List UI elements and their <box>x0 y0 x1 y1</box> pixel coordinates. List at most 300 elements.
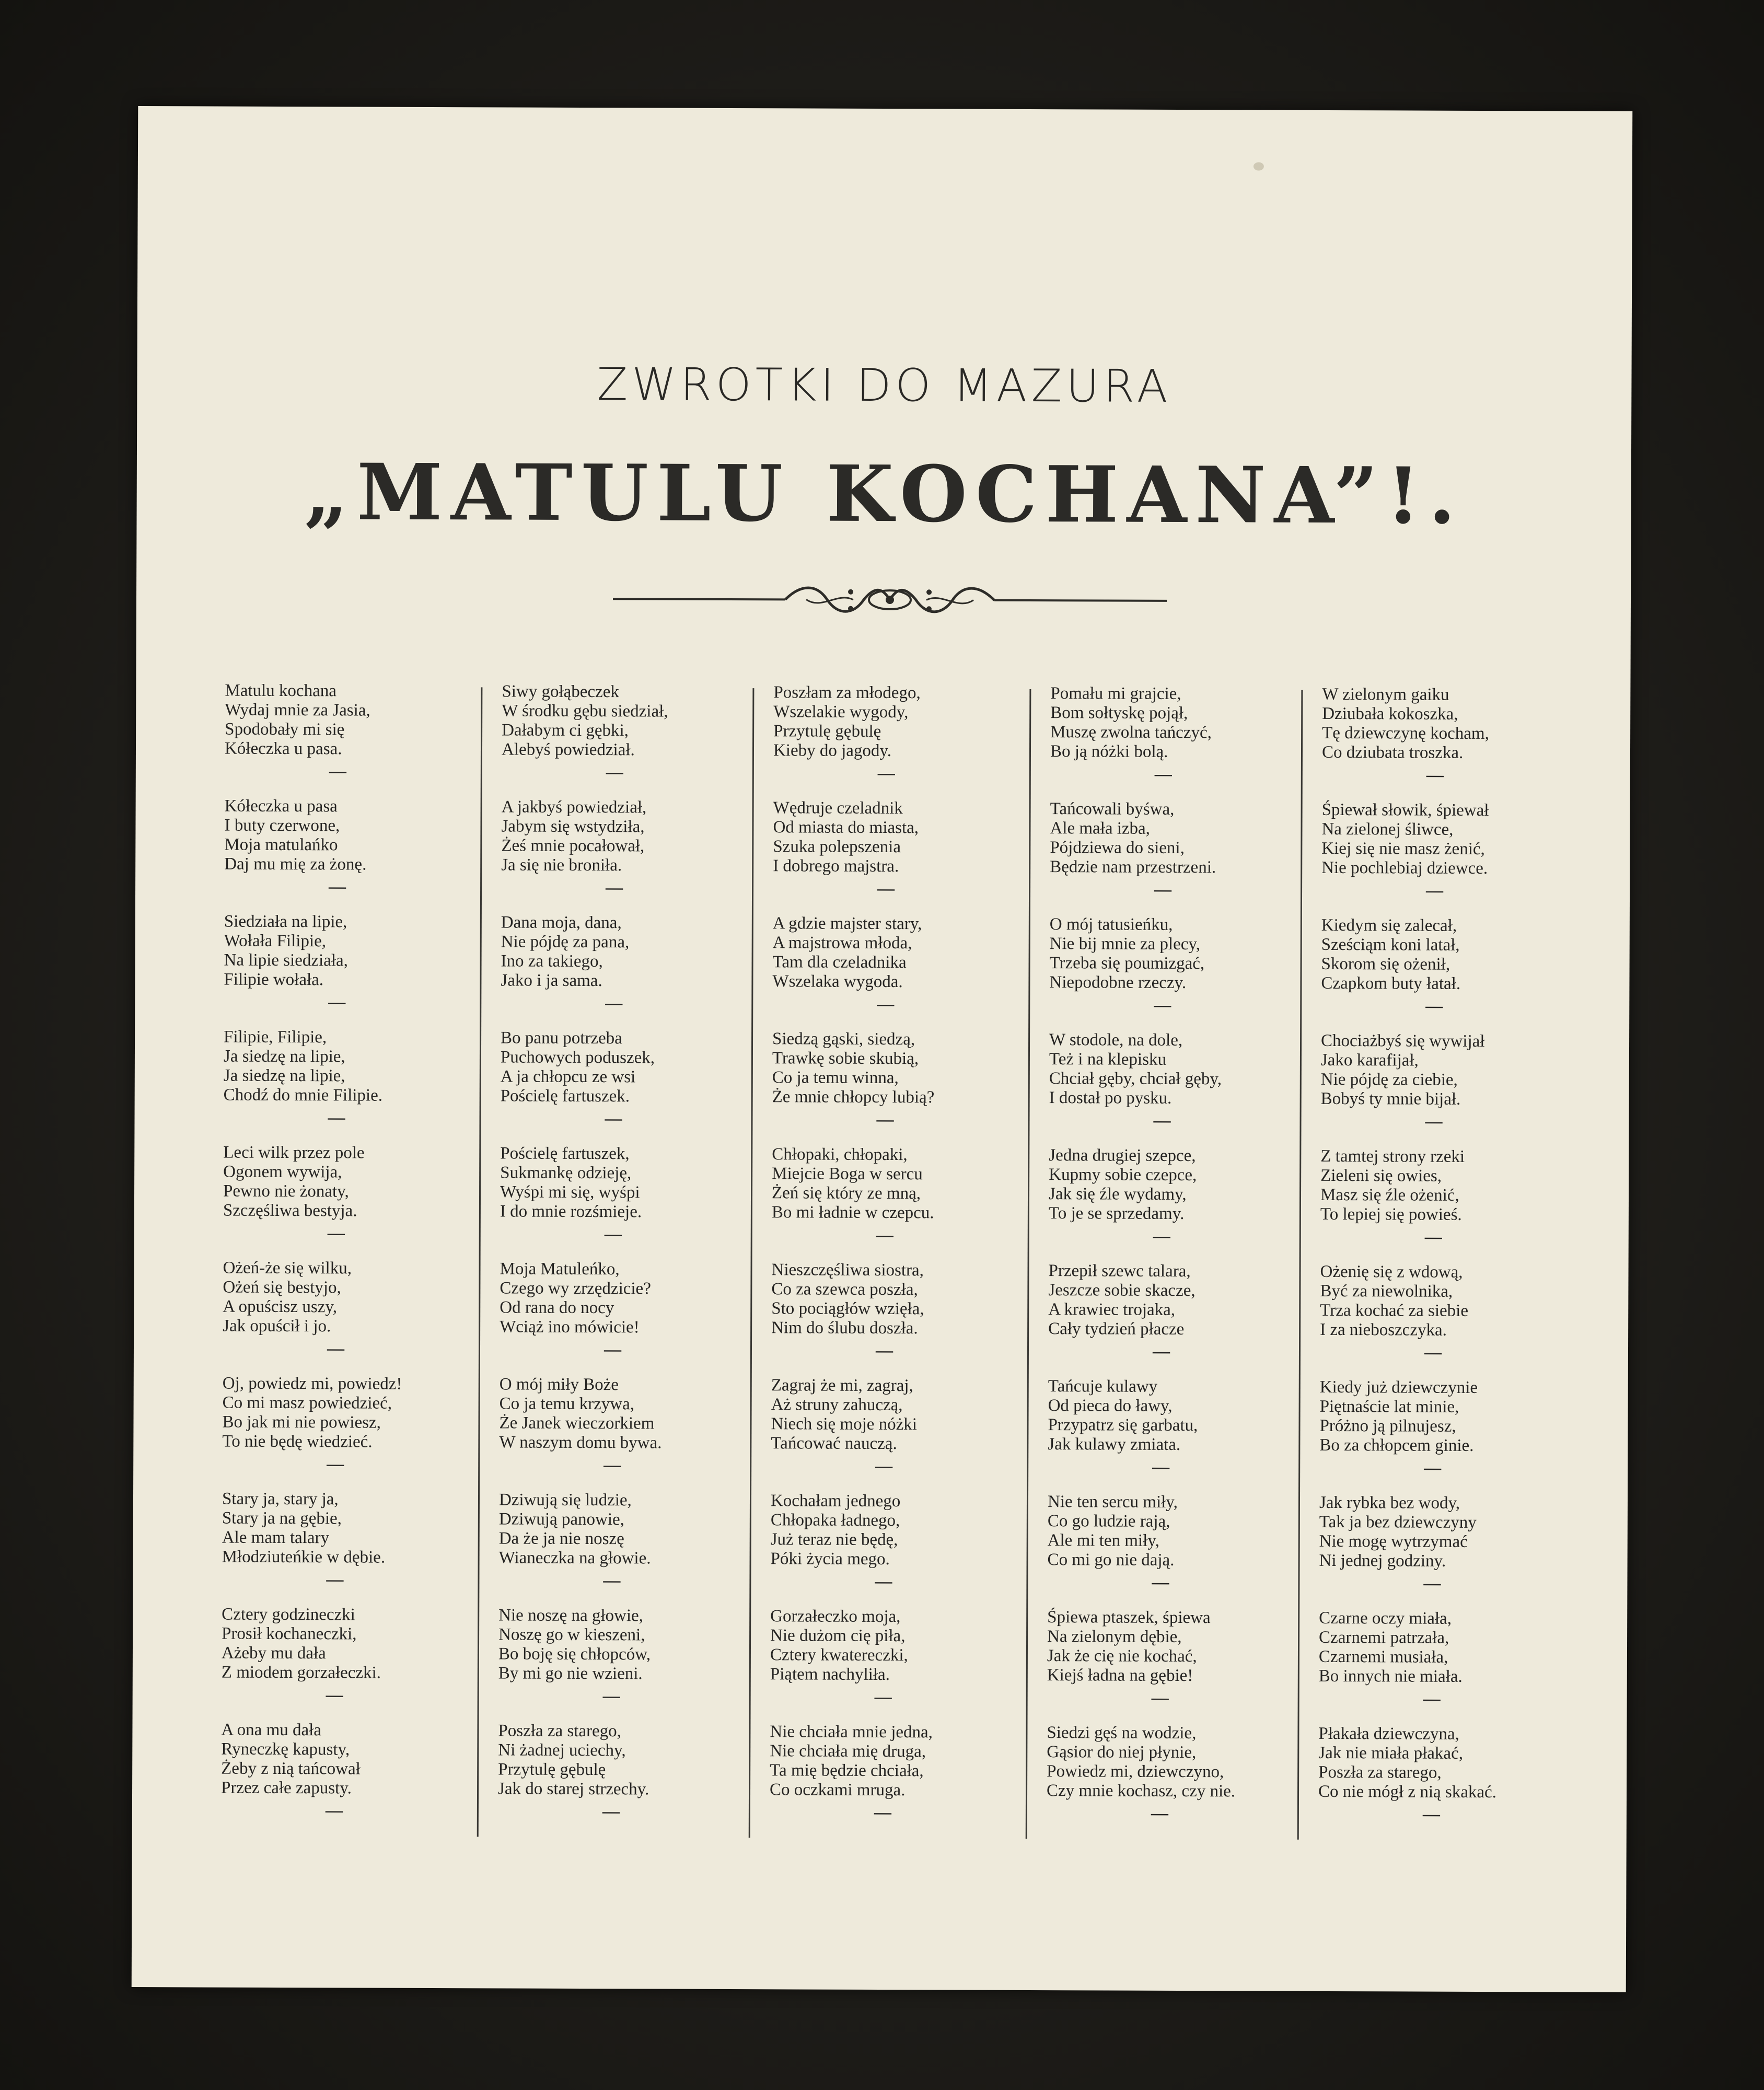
verse-line: Tę dziewczynę kocham, <box>1322 723 1489 744</box>
stanza-separator: — <box>875 1341 893 1361</box>
stanza <box>1049 1030 1311 1109</box>
verse-line: Ożenię się z wdową, <box>1320 1262 1463 1282</box>
verse-line: Bo jak mi nie powiesz, <box>222 1412 381 1432</box>
verse-line: Co oczkami mruga. <box>769 1780 906 1800</box>
stanza-separator: — <box>1423 1574 1441 1593</box>
verse-line: Chłopaki, chłopaki, <box>772 1145 908 1165</box>
stanza-separator: — <box>1151 1804 1168 1823</box>
stanza <box>771 1376 1032 1454</box>
verse-line: Alebyś powiedział. <box>501 740 635 760</box>
verse-line: I dobrego majstra. <box>773 856 899 876</box>
verse-line: Chodź do mnie Filipie. <box>223 1085 383 1105</box>
verse-line: Pościelę fartuszek, <box>500 1144 630 1164</box>
stanza <box>500 1144 762 1222</box>
verse-line: Co go ludzie rają, <box>1047 1512 1170 1531</box>
stanza-separator: — <box>326 1570 344 1589</box>
verse-line: Wyśpi mi się, wyśpi <box>500 1182 640 1202</box>
verse-line: Od miasta do miasta, <box>773 818 919 838</box>
verse-line: Być za niewolnika, <box>1320 1281 1453 1301</box>
stanza <box>773 798 1035 877</box>
verse-line: Tak ja bez dziewczyny <box>1319 1512 1477 1532</box>
stanza-separator: — <box>1424 1227 1442 1247</box>
stanza <box>1321 1031 1583 1110</box>
stanza <box>498 1606 760 1684</box>
verse-line: Czapkom buty łatał. <box>1321 973 1461 993</box>
verse-line: Poszła za starego, <box>1318 1762 1442 1782</box>
verse-line: Jedna drugiej szepce, <box>1049 1146 1196 1166</box>
verse-column <box>1318 685 1584 1841</box>
verse-line: A majstrowa młoda, <box>772 933 912 953</box>
stanza-separator: — <box>1424 1343 1442 1362</box>
verse-line: Siwy gołąbeczek <box>502 682 619 702</box>
verse-line: Siedzą gąski, siedzą, <box>772 1029 915 1049</box>
stanza-separator: — <box>1424 1458 1442 1478</box>
stanza <box>224 797 486 875</box>
verse-line: Bo ją nóżki bolą. <box>1050 742 1168 761</box>
stanza <box>223 1143 485 1222</box>
verse-line: Czego wy zrzędzicie? <box>500 1279 651 1298</box>
verse-line: Tańcować nauczą. <box>771 1434 897 1454</box>
verse-line: Ni żadnej uciechy, <box>498 1740 626 1760</box>
stanza-separator: — <box>325 1801 343 1820</box>
verse-line: Matulu kochana <box>225 681 336 701</box>
verse-line: Już teraz nie będę, <box>770 1530 898 1550</box>
verse-line: Przepił szewc talara, <box>1048 1261 1191 1281</box>
verse-line: Jako i ja sama. <box>501 971 602 991</box>
verse-line: Tańcuje kulawy <box>1048 1377 1158 1396</box>
verse-line: Tańcowali byśwa, <box>1050 799 1175 819</box>
stanza-separator: — <box>1154 764 1172 784</box>
stanza-separator: — <box>1425 996 1443 1016</box>
paper-stain <box>1254 162 1264 170</box>
verse-line: I do mnie rozśmieje. <box>500 1202 642 1222</box>
stanza <box>1048 1377 1309 1455</box>
stanza <box>224 1028 485 1106</box>
subtitle: ZWROTKI DO MAZURA <box>597 358 1172 413</box>
stanza <box>771 1491 1032 1570</box>
verse-line: Z tamtej strony rzeki <box>1320 1146 1465 1166</box>
verse-line: Ale mała izba, <box>1050 819 1151 838</box>
stanza-separator: — <box>1154 995 1171 1015</box>
verse-line: Ino za takiego, <box>501 951 603 971</box>
page-title: „MATULU KOCHANA”!. <box>304 446 1464 541</box>
stanza-separator: — <box>1151 1688 1169 1708</box>
verse-line: Jak do starej strzechy. <box>497 1779 649 1799</box>
verse-line: Skorom się ożenił, <box>1321 954 1450 974</box>
verse-line: Nie pójdę za pana, <box>501 932 630 952</box>
verse-line: A ona mu dała <box>221 1720 322 1740</box>
verse-line: Niech się moje nóżki <box>771 1414 918 1434</box>
verse-line: A krawiec trojaka, <box>1048 1300 1176 1319</box>
stanza-separator: — <box>602 1687 620 1706</box>
verse-line: W środku gębu siedział, <box>502 701 668 721</box>
verse-line: Młodziuteńkie w dębie. <box>222 1547 386 1567</box>
verse-column <box>1047 684 1312 1840</box>
stanza <box>498 1721 760 1799</box>
stanza <box>502 682 763 760</box>
verse-line: Da że ja nie noszę <box>498 1529 624 1549</box>
stanza-separator: — <box>1426 765 1444 785</box>
verse-line: Żeby z nią tańcował <box>221 1759 361 1779</box>
stanza-separator: — <box>605 1109 622 1129</box>
verse-line: O mój miły Boże <box>499 1375 619 1395</box>
stanza-separator: — <box>605 994 623 1013</box>
stanza <box>1047 1723 1308 1802</box>
verse-line: Gorzałeczko moja, <box>770 1607 901 1627</box>
verse-line: I za nieboszczyka. <box>1320 1320 1447 1340</box>
stanza-separator: — <box>327 1339 345 1358</box>
verse-line: Czarnemi patrzała, <box>1319 1628 1449 1647</box>
verse-line: Kółeczka u pasa <box>224 796 338 816</box>
stanza-separator: — <box>327 1455 344 1474</box>
stanza <box>1320 1147 1582 1225</box>
stanza <box>1319 1609 1581 1687</box>
stanza-separator: — <box>877 879 895 899</box>
verse-line: Ogonem wywija, <box>223 1162 342 1182</box>
verse-line: Nie pójdę za ciebie, <box>1320 1070 1458 1089</box>
verse-line: Ja się nie broniła. <box>501 855 622 875</box>
verse-line: Co ja temu winna, <box>772 1068 899 1088</box>
verse-line: Moja Matuleńko, <box>500 1259 620 1279</box>
verse-line: Przypatrz się garbatu, <box>1048 1415 1198 1435</box>
verse-line: A jakbyś powiedział, <box>501 797 647 817</box>
verse-line: Chciał gęby, chciał gęby, <box>1049 1069 1222 1089</box>
verse-line: Wszelaka wygoda. <box>772 972 903 992</box>
verse-column <box>498 682 763 1838</box>
stanza <box>501 797 763 876</box>
verse-line: Co nie mógł z nią skakać. <box>1318 1782 1497 1802</box>
stanza <box>1050 684 1312 762</box>
stanza-separator: — <box>329 762 346 781</box>
verse-line: Jak rybka bez wody, <box>1319 1493 1460 1513</box>
verse-line: Wydaj mnie za Jasia, <box>225 700 370 720</box>
stanza <box>221 1721 483 1799</box>
stanza <box>499 1375 761 1453</box>
verse-line: Ja siedzę na lipie, <box>223 1047 345 1066</box>
verse-line: Siedziała na lipie, <box>224 912 347 932</box>
verse-line: Ryneczkę kapusty, <box>221 1739 350 1759</box>
verse-line: Przytulę gębulę <box>773 722 881 741</box>
stanza <box>1047 1608 1309 1686</box>
verse-line: Chłopaka ładnego, <box>770 1511 900 1530</box>
verse-line: Szczęśliwa bestyja. <box>223 1201 357 1221</box>
verse-line: Piątem nachyliła. <box>770 1665 890 1685</box>
verse-line: W naszym domu bywa. <box>499 1433 662 1453</box>
stanza <box>499 1490 761 1569</box>
verse-line: Jak się źle wydamy, <box>1048 1185 1187 1204</box>
stanza <box>772 1029 1034 1108</box>
verse-line: Sukmankę odzieję, <box>500 1163 632 1183</box>
stanza <box>770 1722 1031 1801</box>
stanza <box>222 1374 484 1453</box>
verse-line: Filipie, Filipie, <box>224 1027 327 1047</box>
verse-line: Na zielonej śliwce, <box>1321 819 1454 839</box>
verse-line: Wędruje czeladnik <box>773 798 903 818</box>
stanza-separator: — <box>1152 1457 1170 1477</box>
verse-line: Z miodem gorzałeczki. <box>221 1663 381 1682</box>
verse-line: Co za szewca poszła, <box>771 1280 918 1299</box>
verse-line: Tam dla czeladnika <box>772 953 907 972</box>
verse-line: Kiejś ładna na gębie! <box>1047 1666 1193 1686</box>
verse-line: Ale mam talary <box>222 1528 330 1548</box>
verse-line: Puchowych poduszek, <box>500 1048 655 1067</box>
verse-line: I buty czerwone, <box>224 816 340 835</box>
verse-line: Spodobały mi się <box>225 719 345 739</box>
verse-line: Co mi masz powiedzieć, <box>222 1393 392 1413</box>
verse-line: Oj, powiedz mi, powiedz! <box>222 1374 402 1394</box>
stanza-separator: — <box>604 1225 622 1244</box>
stanza <box>1318 1724 1580 1803</box>
verse-line: Czy mnie kochasz, czy nie. <box>1046 1781 1236 1801</box>
stanza <box>772 1145 1034 1223</box>
verse-line: Jabym się wstydziła, <box>501 817 645 837</box>
verse-column <box>770 683 1035 1839</box>
verse-line: Zagraj że mi, zagraj, <box>771 1376 913 1396</box>
verse-line: A gdzie majster stary, <box>772 914 922 934</box>
verse-line: Sześciąm koni latał, <box>1321 935 1460 955</box>
stanza-separator: — <box>1426 881 1444 900</box>
stanza-separator: — <box>1152 1342 1170 1361</box>
verse-line: Ta mię będzie chciała, <box>770 1761 924 1781</box>
verse-line: Cztery godzineczki <box>222 1605 355 1624</box>
verse-line: Trza kochać za siebie <box>1320 1301 1469 1320</box>
verse-line: Pójdziewa do sieni, <box>1050 838 1185 858</box>
stanza <box>1048 1492 1309 1571</box>
verse-line: Nim do ślubu doszła. <box>771 1318 918 1338</box>
stanza-separator: — <box>1425 1112 1443 1131</box>
verse-line: Bo za chłopcem ginie. <box>1319 1435 1474 1455</box>
verse-line: Aż struny zahuczą, <box>771 1395 903 1415</box>
verse-line: To lepiej się powieś. <box>1320 1204 1462 1224</box>
verse-line: Masz się źle ożenić, <box>1320 1185 1459 1205</box>
stanza <box>224 912 485 991</box>
stanza-separator: — <box>326 1686 343 1705</box>
verse-line: Nie chciała mię druga, <box>770 1741 926 1761</box>
stanza-separator: — <box>1153 1226 1170 1246</box>
verse-line: Poszła za starego, <box>498 1721 622 1741</box>
stanza-separator: — <box>606 763 623 782</box>
verse-line: Żeń się który ze mną, <box>771 1183 921 1203</box>
verse-line: Zieleni się owies, <box>1320 1166 1442 1186</box>
verse-line: Śpiewał słowik, śpiewał <box>1321 800 1489 820</box>
stanza <box>1050 799 1312 878</box>
verse-line: Będzie nam przestrzeni. <box>1050 857 1216 877</box>
stanza <box>225 681 486 760</box>
verse-line: Ni jednej godziny. <box>1319 1551 1446 1571</box>
stanza <box>501 1028 762 1107</box>
verse-line: Trzeba się poumizgać, <box>1049 954 1205 973</box>
verse-line: Sto pociągłów wzięła, <box>771 1299 924 1319</box>
stanza-separator: — <box>603 1571 621 1590</box>
verse-line: Ożeń się bestyjo, <box>223 1278 341 1297</box>
verse-line: Siedzi gęś na wodzie, <box>1047 1723 1197 1743</box>
stanza <box>223 1259 484 1337</box>
stanza-separator: — <box>1153 1111 1171 1130</box>
verse-line: Przytulę gębulę <box>498 1760 606 1780</box>
verse-line: Też i na klepisku <box>1049 1050 1167 1069</box>
stanza-separator: — <box>877 994 895 1014</box>
verse-line: Ażeby mu dała <box>221 1643 326 1663</box>
verse-line: To nie będę wiedzieć. <box>222 1432 373 1452</box>
stanza-separator: — <box>874 1687 892 1707</box>
stanza <box>773 683 1035 761</box>
stanza-separator: — <box>602 1802 620 1821</box>
verse-line: W stodole, na dole, <box>1049 1030 1183 1050</box>
stanza-separator: — <box>1423 1689 1441 1709</box>
verse-line: Bo mi ładnie w czepcu. <box>771 1203 934 1223</box>
verse-line: Kiej się nie masz żenić, <box>1321 839 1485 859</box>
stanza <box>1319 1493 1581 1572</box>
verse-column <box>221 681 486 1837</box>
verse-line: Płakała dziewczyna, <box>1318 1724 1459 1744</box>
stanza-separator: — <box>1422 1805 1440 1824</box>
verse-line: Od pieca do ławy, <box>1048 1396 1173 1415</box>
stanza <box>501 913 762 991</box>
verse-line: Dziwują się ludzie, <box>498 1490 632 1510</box>
stanza-separator: — <box>604 1340 622 1360</box>
stanza-separator: — <box>874 1803 891 1822</box>
verse-line: Niepodobne rzeczy. <box>1049 973 1187 993</box>
stanza-separator: — <box>876 1110 894 1130</box>
verse-line: Pomału mi grajcie, <box>1050 684 1181 703</box>
verse-line: Poszłam za młodego, <box>773 683 921 703</box>
stanza-separator: — <box>876 1225 893 1245</box>
verse-line: Leci wilk przez pole <box>223 1143 365 1163</box>
stanza <box>772 914 1034 992</box>
stanza-separator: — <box>1154 880 1172 899</box>
verse-line: Chociażbyś się wywijał <box>1320 1031 1485 1051</box>
verse-line: Pewno nie żonaty, <box>223 1181 349 1201</box>
verse-line: Nieszczęśliwa siostra, <box>771 1260 924 1280</box>
stanza <box>1048 1261 1310 1340</box>
verse-line: Jak opuścił i jo. <box>223 1316 331 1336</box>
stanza-separator: — <box>606 878 623 898</box>
verse-line: Kółeczka u pasa. <box>224 739 342 759</box>
verse-line: Jak że cię nie kochać, <box>1047 1646 1197 1666</box>
verse-line: Co ja temu krzywa, <box>499 1394 635 1414</box>
verse-line: Stary ja na gębie, <box>222 1508 342 1528</box>
stanza <box>500 1259 761 1338</box>
stanza <box>1319 1378 1581 1456</box>
verse-line: Nie bij mnie za plecy, <box>1049 934 1201 954</box>
stanza-separator: — <box>604 1456 621 1475</box>
verse-line: Póki życia mego. <box>770 1549 890 1569</box>
verse-line: Od rana do nocy <box>500 1298 614 1318</box>
verse-line: Kiedy już dziewczynie <box>1319 1377 1478 1397</box>
stanza-separator: — <box>327 1224 345 1243</box>
verse-line: Czarnemi musiała, <box>1318 1647 1448 1667</box>
verse-line: Piętnaście lat minie, <box>1319 1397 1459 1416</box>
verse-line: Nie pochlebiaj dziewce. <box>1321 858 1488 878</box>
verse-line: Moja matulańko <box>224 835 338 855</box>
verse-line: Kochałam jednego <box>770 1491 901 1511</box>
verse-line: A ja chłopcu ze wsi <box>500 1067 636 1087</box>
stanza-separator: — <box>328 993 346 1012</box>
stanza <box>222 1490 484 1568</box>
stanza <box>1321 916 1583 994</box>
verse-line: Jeszcze sobie skacze, <box>1048 1281 1196 1301</box>
verse-line: Dziubała kokoszka, <box>1322 704 1458 724</box>
verse-line: Gąsior do niej płynie, <box>1047 1743 1197 1762</box>
verse-line: Stary ja, stary ja, <box>222 1489 339 1509</box>
verse-line: Cały tydzień płacze <box>1048 1319 1185 1339</box>
verse-line: Żeś mnie pocałował, <box>501 836 645 856</box>
verse-line: Na lipie siedziała, <box>224 950 348 970</box>
verse-line: Nie ten sercu miły, <box>1047 1492 1178 1512</box>
verse-line: Dałabym ci gębki, <box>502 721 629 740</box>
ornament-divider-icon <box>613 575 1167 624</box>
verse-line: Jako karafijał, <box>1320 1050 1419 1070</box>
verse-line: Że Janek wieczorkiem <box>499 1413 655 1433</box>
verse-line: Pościelę fartuszek. <box>500 1086 630 1106</box>
verse-line: Na zielonym dębie, <box>1047 1627 1182 1647</box>
stanza-separator: — <box>1152 1573 1169 1592</box>
verse-line: Filipie wołała. <box>224 970 324 990</box>
verse-line: Nie dużom cię piła, <box>770 1626 906 1646</box>
verse-line: By mi go nie wzieni. <box>498 1664 643 1683</box>
stanza-separator: — <box>329 877 346 897</box>
verse-line: Co mi go nie dają. <box>1047 1550 1175 1570</box>
verse-line: Ożeń-że się wilku, <box>223 1258 352 1278</box>
verse-line: Dziwują panowie, <box>498 1510 625 1529</box>
printed-sheet <box>132 106 1633 1992</box>
stanza-separator: — <box>875 1572 892 1592</box>
verse-line: Czarne oczy miała, <box>1319 1608 1452 1628</box>
verse-line: Bo innych nie miała. <box>1318 1666 1463 1686</box>
verse-line: Nie chciała mnie jedna, <box>770 1722 933 1742</box>
stanza <box>1320 1262 1582 1341</box>
verse-line: Wołała Filipie, <box>224 931 327 951</box>
verse-line: Muszę zwolna tańczyć, <box>1050 723 1212 742</box>
stanza <box>1322 685 1584 763</box>
stanza-separator: — <box>877 763 895 783</box>
verse-line: Miejcie Boga w sercu <box>772 1164 923 1184</box>
verse-line: Powiedz mi, dziewczyno, <box>1047 1762 1224 1782</box>
verse-line: Nie noszę na głowie, <box>498 1606 644 1625</box>
verse-line: Wciąż ino mówicie! <box>500 1317 640 1337</box>
stanza <box>1049 915 1311 993</box>
stanza-separator: — <box>875 1456 893 1476</box>
verse-line: Kupmy sobie czepce, <box>1049 1165 1197 1185</box>
verse-line: Daj mu mię za żonę. <box>224 854 367 874</box>
verse-line: Kiedym się zalecał, <box>1321 915 1457 935</box>
verse-line: Cztery kwatereczki, <box>770 1645 908 1665</box>
verse-line: Dana moja, dana, <box>501 913 622 933</box>
verse-line: Szuka polepszenia <box>773 837 901 857</box>
verse-line: Przez całe zapusty. <box>220 1778 352 1798</box>
stanza <box>1049 1146 1310 1224</box>
verse-line: Bobyś ty mnie bijał. <box>1320 1089 1461 1109</box>
stanza <box>222 1605 483 1683</box>
verse-line: Bom sołtyskę pojął, <box>1050 703 1188 723</box>
stanza <box>770 1607 1032 1685</box>
verse-line: Trawkę sobie skubią, <box>772 1049 919 1069</box>
verse-line: Jak nie miała płakać, <box>1318 1743 1464 1763</box>
verse-line: Próżno ją pilnujesz, <box>1319 1416 1456 1436</box>
verse-line: I dostał po pysku. <box>1049 1088 1172 1108</box>
stanza-separator: — <box>328 1108 345 1128</box>
verse-line: Prosił kochaneczki, <box>222 1624 357 1644</box>
verse-line: Co dziubata troszka. <box>1321 742 1464 762</box>
verse-line: W zielonym gaiku <box>1322 684 1449 704</box>
verse-line: Wianeczka na głowie. <box>498 1548 651 1568</box>
verse-line: Że mnie chłopcy lubią? <box>772 1087 935 1107</box>
verse-line: A opuścisz uszy, <box>223 1297 338 1317</box>
verse-line: Śpiewa ptaszek, śpiewa <box>1047 1608 1211 1628</box>
verse-line: O mój tatusieńku, <box>1049 915 1173 934</box>
verse-line: Nie mogę wytrzymać <box>1319 1531 1468 1551</box>
verse-line: Ale mi ten miły, <box>1047 1531 1159 1550</box>
